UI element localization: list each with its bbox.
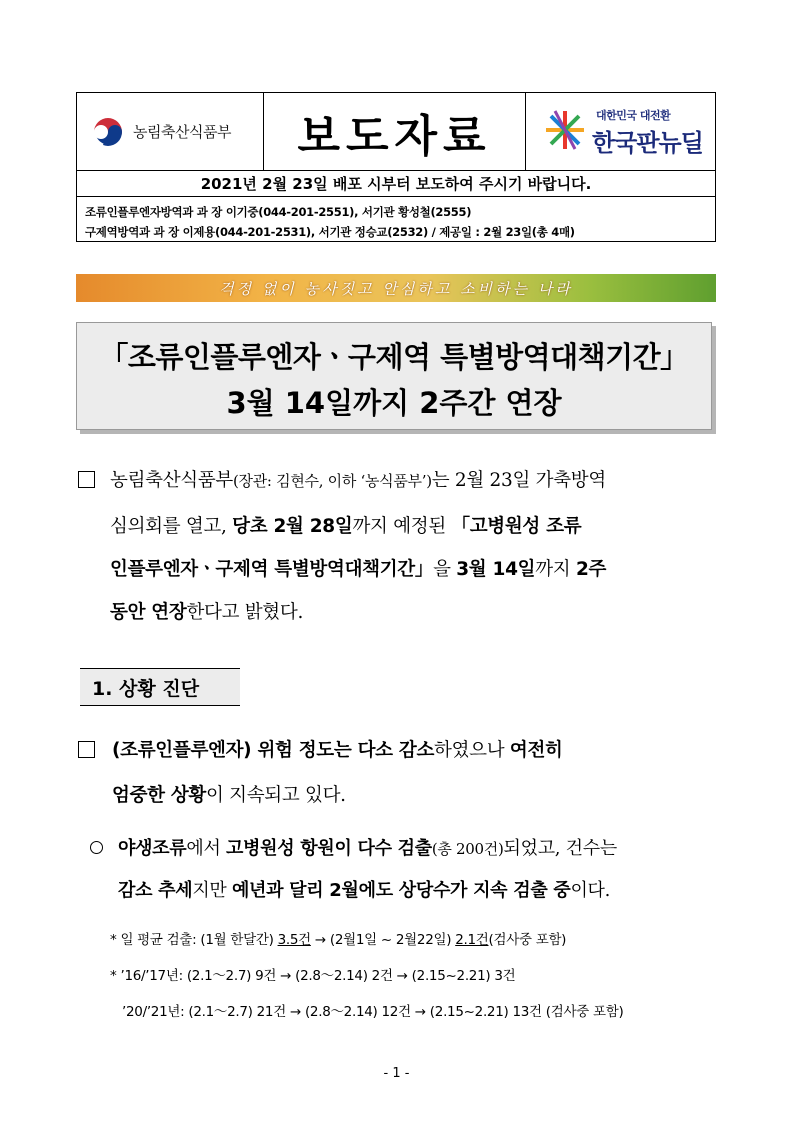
note-text: → (2월1일 ~ 2월22일)	[310, 932, 456, 948]
lead-text: 을	[433, 559, 457, 580]
wild-emphasis: 감소 추세	[118, 880, 193, 901]
newdeal-tagline: 대한민국 대전환	[596, 109, 671, 122]
lead-emphasis: 인플루엔자ㆍ구제역 특별방역대책기간」	[110, 559, 434, 580]
ai-status-line-1	[112, 736, 563, 762]
lead-text: 까지	[535, 559, 576, 580]
newdeal-cell	[526, 93, 715, 170]
lead-ministry: 농림축산식품부	[110, 470, 233, 491]
square-bullet-icon	[78, 741, 95, 758]
lead-emphasis: 「고병원성 조류	[451, 516, 582, 537]
note-line-2	[110, 964, 515, 984]
lead-emphasis: 2주	[575, 559, 607, 580]
wild-birds-line-1	[118, 834, 617, 860]
lead-minister-note: (장관: 김현수, 이하 ‘농식품부’)	[233, 472, 432, 490]
note-line-1	[110, 928, 566, 948]
lead-line-4	[110, 598, 303, 624]
newdeal-spark-icon	[542, 107, 588, 153]
circle-bullet-icon	[90, 841, 103, 854]
wild-birds-line-2	[118, 876, 610, 902]
wild-text: 지만	[192, 880, 232, 901]
wild-text: 되었고, 건수는	[503, 838, 617, 859]
lead-line-3	[110, 555, 606, 581]
status-text: 이 지속되고 있다.	[206, 785, 346, 806]
section-heading-text: 1. 상황 진단	[92, 678, 200, 700]
wild-text: 이다.	[570, 880, 611, 901]
lead-text: 까지 예정된	[352, 516, 452, 537]
ai-status-line-2	[112, 781, 346, 807]
section-heading	[80, 668, 240, 706]
note-line-3: ’20/’21년: (2.1～2.7) 21건 → (2.8～2.14) 12건 → (2.15~2.21) 13건 (검사중 포함)	[122, 1004, 624, 1020]
header-top-row	[77, 93, 715, 171]
wild-text: 에서	[186, 838, 226, 859]
government-taegeuk-icon	[91, 115, 125, 149]
wild-emphasis: 예년과 달리 2월에도 상당수가 지속 검출 중	[231, 880, 571, 901]
lead-text: 심의회를 열고,	[110, 516, 233, 537]
lead-text: 는 2월 23일 가축방역	[431, 470, 606, 491]
press-release-title: 보도자료	[297, 110, 492, 162]
lead-emphasis: 당초 2월 28일	[232, 516, 353, 537]
headline-line-2: 3월 14일까지 2주간 연장	[226, 386, 562, 420]
banner-slogan: 걱정 없이 농사짓고 안심하고 소비하는 나라	[219, 279, 573, 298]
status-emphasis: 엄중한 상황	[112, 785, 206, 806]
lead-emphasis: 동안 연장	[110, 602, 187, 623]
contact-line-1: 조류인플루엔자방역과 과 장 이기중(044-201-2551), 서기관 황성철(2555)	[85, 205, 472, 219]
press-title-cell	[264, 93, 526, 170]
note-value: 2.1건	[455, 932, 489, 948]
status-emphasis: 여전히	[509, 740, 563, 761]
status-emphasis: (조류인플루엔자) 위험 정도는 다소 감소	[112, 740, 435, 761]
note-asterisk: *	[110, 968, 117, 984]
note-text: 일 평균 검출: (1월 한달간)	[120, 932, 278, 948]
square-bullet-icon	[78, 471, 95, 488]
headline-box	[76, 322, 712, 430]
note-text: ’16/’17년: (2.1～2.7) 9건 → (2.8～2.14) 2건 → (2.15~2.21) 3건	[120, 968, 516, 984]
note-asterisk: *	[110, 932, 117, 948]
status-text: 하였으나	[434, 740, 510, 761]
press-header-table	[76, 92, 716, 242]
wild-emphasis: 야생조류	[118, 838, 187, 859]
ministry-cell	[77, 93, 264, 170]
lead-line-2	[110, 512, 581, 538]
newdeal-name: 한국판뉴딜	[592, 129, 703, 157]
page-number: - 1 -	[383, 1066, 410, 1081]
wild-count: (총 200건)	[431, 840, 504, 858]
contact-line-2: 구제역방역과 과 장 이제용(044-201-2531), 서기관 정승교(2532) / 제공일 : 2월 23일(총 4매)	[85, 225, 575, 239]
note-value: 3.5건	[277, 932, 311, 948]
lead-text: 한다고 밝혔다.	[186, 602, 304, 623]
lead-emphasis: 3월 14일	[456, 559, 536, 580]
ministry-name: 농림축산식품부	[133, 124, 231, 141]
wild-emphasis: 고병원성 항원이 다수 검출	[225, 838, 432, 859]
slogan-banner	[76, 274, 716, 302]
note-text: (검사중 포함)	[488, 932, 567, 948]
lead-line-1	[110, 466, 606, 492]
release-note: 2021년 2월 23일 배포 시부터 보도하여 주시기 바랍니다.	[77, 171, 715, 197]
headline-line-1: 「조류인플루엔자ㆍ구제역 특별방역대책기간」	[99, 340, 689, 374]
